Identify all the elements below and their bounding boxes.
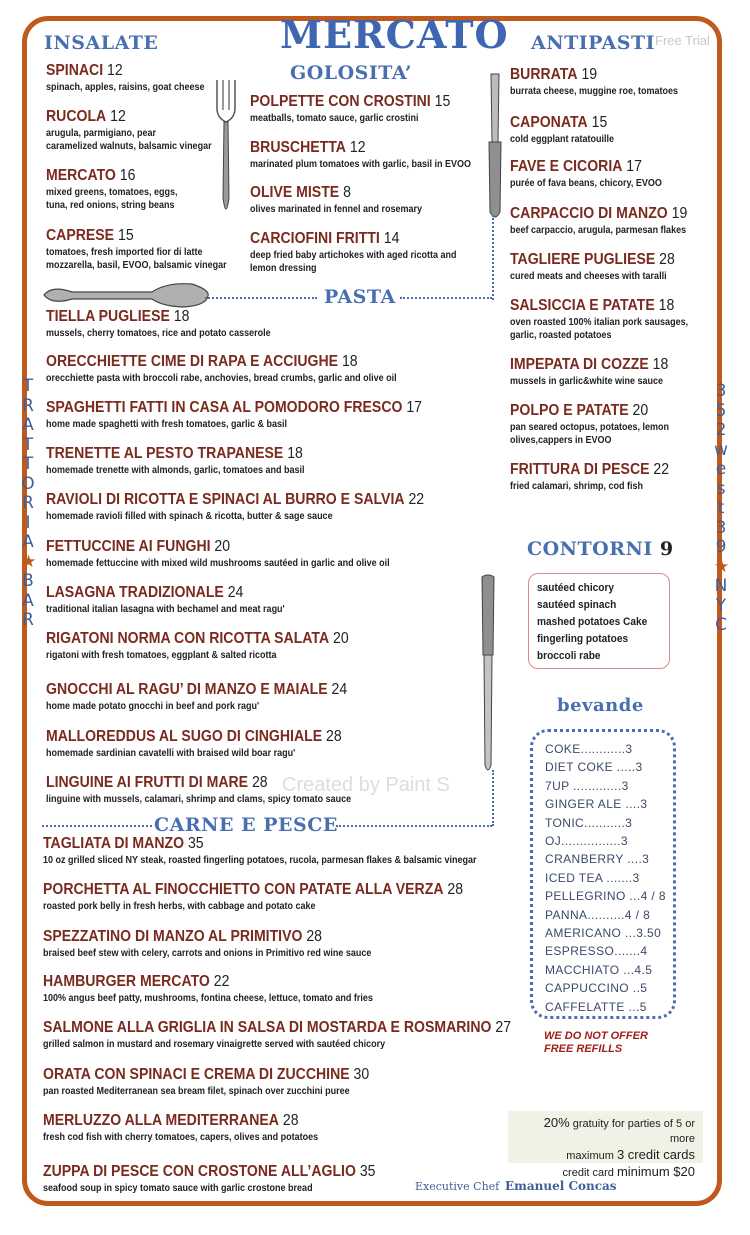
menu-item-price: 35 bbox=[184, 835, 204, 852]
side-letter: R bbox=[22, 610, 34, 630]
menu-item-price: 15 bbox=[430, 93, 451, 110]
chef-name: Emanuel Concas bbox=[505, 1179, 617, 1193]
contorni-item: fingerling potatoes bbox=[537, 633, 629, 645]
contorni-title-text: CONTORNI bbox=[527, 538, 653, 560]
gratuity-pct: 20% bbox=[543, 1115, 570, 1130]
menu-item-name bbox=[250, 184, 351, 202]
menu-item-price: 28 bbox=[302, 928, 323, 945]
gratuity-line-1 bbox=[516, 1115, 695, 1147]
menu-item-price: 15 bbox=[587, 114, 608, 131]
menu-item bbox=[43, 835, 525, 867]
menu-item-title: ORECCHIETTE CIME DI RAPA E ACCIUGHE bbox=[46, 353, 339, 370]
beverage-item: CAPPUCCINO ..5 bbox=[545, 981, 648, 996]
menu-item-description: homemade trenette with almonds, garlic, tomatoes and basil bbox=[46, 465, 305, 476]
menu-item-price: 18 bbox=[654, 297, 675, 314]
menu-item-description: home made potato gnocchi in beef and pork ragu' bbox=[46, 701, 260, 712]
menu-item bbox=[46, 728, 382, 760]
side-letter: C bbox=[715, 615, 727, 635]
menu-item bbox=[510, 251, 697, 283]
menu-item-title: ZUPPA DI PESCE CON CROSTONE ALL’AGLIO bbox=[43, 1163, 356, 1180]
contorni-item: broccoli rabe bbox=[537, 650, 601, 662]
menu-item bbox=[510, 297, 708, 342]
menu-item bbox=[510, 114, 626, 146]
menu-item bbox=[510, 402, 687, 447]
menu-item-description: mussels, cherry tomatoes, rice and potato casserole bbox=[46, 328, 271, 339]
menu-item bbox=[46, 108, 230, 153]
menu-item bbox=[46, 681, 388, 713]
knife-icon-2 bbox=[476, 575, 500, 775]
menu-item-description: orecchiette pasta with broccoli rabe, anchovies, bread crumbs, garlic and olive oil bbox=[46, 373, 397, 384]
menu-item bbox=[46, 445, 338, 477]
menu-item-title: POLPO E PATATE bbox=[510, 402, 629, 419]
menu-item-description: marinated plum tomatoes with garlic, basil in EVOO bbox=[250, 159, 472, 170]
menu-item-title: SPINACI bbox=[46, 62, 104, 79]
menu-item-name bbox=[46, 681, 347, 699]
beverage-item: 7UP .............3 bbox=[545, 778, 629, 793]
menu-item-price: 28 bbox=[322, 728, 342, 745]
menu-item bbox=[46, 308, 296, 340]
menu-item-description: burrata cheese, muggine roe, tomatoes bbox=[510, 86, 679, 97]
menu-item-price: 35 bbox=[355, 1163, 376, 1180]
beverage-item: PELLEGRINO ...4 / 8 bbox=[545, 889, 666, 904]
side-letter: R bbox=[22, 493, 34, 513]
menu-item-price: 12 bbox=[345, 139, 366, 156]
menu-item-description: homemade fettuccine with mixed wild mushrooms sautéed in garlic and olive oil bbox=[46, 558, 390, 569]
section-golosita-title: GOLOSITA’ bbox=[290, 62, 412, 84]
menu-item-description: homemade sardinian cavatelli with braised wild boar ragu' bbox=[46, 748, 296, 759]
menu-item-price: 15 bbox=[114, 227, 134, 244]
side-letter: T bbox=[22, 434, 34, 455]
menu-item-title: FAVE E CICORIA bbox=[510, 158, 623, 175]
menu-item-price: 24 bbox=[327, 681, 348, 698]
menu-item-title: CARCIOFINI FRITTI bbox=[250, 230, 380, 247]
carne-divider-right bbox=[336, 825, 492, 827]
carne-divider-left bbox=[42, 825, 152, 827]
menu-item-title: TAGLIATA DI MANZO bbox=[43, 835, 185, 852]
side-letter: A bbox=[22, 590, 34, 611]
section-pasta-title: PASTA bbox=[324, 286, 396, 308]
menu-item-title: CAPONATA bbox=[510, 114, 588, 131]
side-letter: w bbox=[714, 439, 728, 460]
beverage-item: ESPRESSO.......4 bbox=[545, 944, 648, 959]
menu-item-price: 28 bbox=[248, 774, 268, 791]
menu-item-name bbox=[43, 973, 229, 991]
gratuity-cc: credit card bbox=[562, 1167, 617, 1179]
menu-item-description: cured meats and cheeses with taralli bbox=[510, 271, 667, 282]
menu-item-title: RUCOLA bbox=[46, 108, 107, 125]
menu-item-description: mixed greens, tomatoes, eggs, tuna, red onions, string beans bbox=[46, 187, 178, 211]
menu-item-price: 16 bbox=[115, 167, 136, 184]
restaurant-title: MERCATO bbox=[280, 12, 509, 57]
menu-item-name bbox=[46, 353, 358, 371]
contorni-item: sautéed spinach bbox=[537, 599, 617, 611]
menu-item-price: 18 bbox=[169, 308, 190, 325]
menu-item-name bbox=[46, 774, 268, 792]
menu-item-title: RAVIOLI DI RICOTTA E SPINACI AL BURRO E SALVIA bbox=[46, 491, 405, 508]
column-divider bbox=[492, 215, 494, 300]
menu-item-name bbox=[46, 538, 230, 556]
menu-item-title: SALMONE ALLA GRIGLIA IN SALSA DI MOSTARDA E ROSMARINO bbox=[43, 1019, 492, 1036]
side-letter: N bbox=[714, 576, 728, 596]
beverage-item: CAFFELATTE ...5 bbox=[545, 999, 647, 1014]
menu-item-description: traditional italian lasagna with bechamel and meat ragu' bbox=[46, 604, 285, 615]
side-letter: t bbox=[717, 498, 725, 518]
menu-item-title: BURRATA bbox=[510, 66, 578, 83]
side-letter: Y bbox=[715, 595, 727, 616]
menu-item-description: 10 oz grilled sliced NY steak, roasted fingerling potatoes, rucola, parmesan flakes & balsamic vinegar bbox=[43, 855, 477, 866]
menu-item bbox=[43, 1112, 349, 1144]
menu-item-name bbox=[46, 445, 303, 463]
side-letter: s bbox=[716, 478, 726, 499]
menu-item-description: pan roasted Mediterranean sea bream filet, spinach over zucchini puree bbox=[43, 1086, 350, 1097]
menu-item-price: 14 bbox=[379, 230, 400, 247]
menu-item-price: 20 bbox=[329, 630, 349, 647]
beverage-item: DIET COKE .....3 bbox=[545, 760, 643, 775]
menu-item-title: LINGUINE AI FRUTTI DI MARE bbox=[46, 774, 249, 791]
section-carne-title: CARNE E PESCE bbox=[154, 814, 338, 836]
refill-line-1: WE DO NOT OFFER bbox=[544, 1030, 648, 1042]
menu-item-title: CAPRESE bbox=[46, 227, 115, 244]
menu-item bbox=[510, 158, 679, 190]
menu-item-name bbox=[43, 928, 322, 946]
menu-item-description: braised beef stew with celery, carrots and onions in Primitivo red wine sauce bbox=[43, 948, 372, 959]
section-antipasti-title: ANTIPASTI bbox=[531, 32, 656, 54]
gratuity-line-2 bbox=[516, 1147, 695, 1164]
menu-item bbox=[46, 774, 385, 806]
menu-item-description: tomatoes, fresh imported fior di latte mozzarella, basil, EVOO, balsamic vinegar bbox=[46, 247, 227, 271]
menu-item-title: LASAGNA TRADIZIONALE bbox=[46, 584, 224, 601]
menu-item-price: 22 bbox=[209, 973, 230, 990]
menu-item-name bbox=[510, 402, 648, 420]
menu-item-name bbox=[43, 1066, 369, 1084]
menu-item-price: 12 bbox=[106, 108, 126, 125]
menu-item-name bbox=[46, 227, 134, 245]
menu-item-price: 28 bbox=[655, 251, 675, 268]
menu-item-name bbox=[46, 491, 424, 509]
menu-item-description: spinach, apples, raisins, goat cheese bbox=[46, 82, 205, 93]
side-letter: ★ bbox=[21, 551, 37, 572]
menu-item bbox=[43, 973, 410, 1005]
menu-item bbox=[46, 353, 436, 385]
menu-item-name bbox=[43, 1163, 376, 1181]
contorni-item: sautéed chicory bbox=[537, 582, 615, 594]
menu-item bbox=[43, 1066, 414, 1098]
menu-item-price: 22 bbox=[404, 491, 425, 508]
menu-item-price: 27 bbox=[491, 1019, 512, 1036]
menu-item-title: RIGATONI NORMA CON RICOTTA SALATA bbox=[46, 630, 330, 647]
gratuity-text: gratuity for parties of 5 or more bbox=[569, 1118, 695, 1145]
menu-item-name bbox=[510, 158, 642, 176]
menu-item-description: grilled salmon in mustard and rosemary vinaigrette served with sautéed chicory bbox=[43, 1039, 386, 1050]
side-letter: O bbox=[21, 473, 35, 494]
menu-item-title: SPAGHETTI FATTI IN CASA AL POMODORO FRESCO bbox=[46, 399, 403, 416]
menu-item-title: MALLOREDDUS AL SUGO DI CINGHIALE bbox=[46, 728, 323, 745]
menu-item bbox=[510, 356, 690, 388]
menu-item-description: cold eggplant ratatouille bbox=[510, 134, 615, 145]
menu-item-price: 22 bbox=[649, 461, 670, 478]
side-letter: 2 bbox=[715, 420, 727, 440]
contorni-price: 9 bbox=[659, 538, 674, 560]
menu-item-title: PORCHETTA AL FINOCCHIETTO CON PATATE ALLA VERZA bbox=[43, 881, 444, 898]
side-text-trattoria-bar bbox=[21, 377, 35, 631]
menu-item bbox=[46, 538, 428, 570]
menu-item-title: TRENETTE AL PESTO TRAPANESE bbox=[46, 445, 284, 462]
menu-item-name bbox=[46, 108, 126, 126]
menu-item-price: 20 bbox=[628, 402, 649, 419]
menu-item-title: SPEZZATINO DI MANZO AL PRIMITIVO bbox=[43, 928, 303, 945]
gratuity-min: minimum $20 bbox=[616, 1164, 695, 1179]
side-letter: 5 bbox=[715, 400, 727, 421]
menu-item-description: beef carpaccio, arugula, parmesan flakes bbox=[510, 225, 687, 236]
contorni-item: mashed potatoes Cake bbox=[537, 616, 648, 628]
gratuity-notice bbox=[508, 1111, 703, 1179]
side-letter: B bbox=[22, 571, 34, 591]
menu-item-title: CARPACCIO DI MANZO bbox=[510, 205, 668, 222]
menu-item bbox=[46, 491, 476, 523]
refill-line-2: FREE REFILLS bbox=[544, 1043, 623, 1055]
menu-item-name bbox=[46, 584, 243, 602]
menu-item bbox=[46, 584, 311, 616]
menu-item bbox=[510, 66, 697, 98]
gratuity-cards: 3 credit cards bbox=[616, 1147, 695, 1162]
beverage-item: CRANBERRY ....3 bbox=[545, 852, 650, 867]
menu-item-name bbox=[250, 93, 450, 111]
menu-item-name bbox=[43, 835, 204, 853]
menu-item-description: rigatoni with fresh tomatoes, eggplant & salted ricotta bbox=[46, 650, 277, 661]
menu-item bbox=[43, 1019, 575, 1051]
menu-item-description: roasted pork belly in fresh herbs, with cabbage and potato cake bbox=[43, 901, 316, 912]
beverage-item: TONIC...........3 bbox=[545, 815, 633, 830]
menu-item-description: meatballs, tomato sauce, garlic crostini bbox=[250, 113, 419, 124]
menu-item-price: 24 bbox=[223, 584, 244, 601]
beverage-item: OJ................3 bbox=[545, 834, 628, 849]
menu-item-description: mussels in garlic&white wine sauce bbox=[510, 376, 664, 387]
side-letter: I bbox=[25, 512, 31, 533]
menu-item-name bbox=[46, 308, 189, 326]
menu-item-description: deep fried baby artichokes with aged ricotta and lemon dressing bbox=[250, 250, 457, 274]
section-contorni-title bbox=[527, 538, 674, 560]
menu-item-name bbox=[510, 297, 674, 315]
menu-item-price: 17 bbox=[402, 399, 423, 416]
section-bevande-title: bevande bbox=[557, 695, 644, 716]
menu-item-title: HAMBURGER MERCATO bbox=[43, 973, 210, 990]
side-letter: e bbox=[715, 459, 727, 479]
column-divider-2 bbox=[492, 770, 494, 826]
menu-item-title: FETTUCCINE AI FUNGHI bbox=[46, 538, 211, 555]
menu-item-price: 28 bbox=[443, 881, 464, 898]
menu-item bbox=[250, 93, 478, 125]
menu-item-price: 20 bbox=[210, 538, 231, 555]
contorni-list bbox=[528, 573, 670, 669]
menu-item-title: FRITTURA DI PESCE bbox=[510, 461, 650, 478]
menu-item-name bbox=[250, 230, 399, 248]
spoon-icon bbox=[42, 280, 210, 310]
menu-item-price: 18 bbox=[648, 356, 669, 373]
pasta-divider-left bbox=[205, 297, 317, 299]
menu-item-name bbox=[510, 251, 675, 269]
menu-item-price: 17 bbox=[622, 158, 642, 175]
menu-item bbox=[46, 399, 473, 431]
menu-item-price: 12 bbox=[103, 62, 123, 79]
menu-item bbox=[250, 184, 441, 216]
menu-item-title: IMPEPATA DI COZZE bbox=[510, 356, 649, 373]
menu-item-price: 28 bbox=[278, 1112, 299, 1129]
menu-item-description: 100% angus beef patty, mushrooms, fontina cheese, lettuce, tomato and fries bbox=[43, 993, 373, 1004]
menu-item-title: BRUSCHETTA bbox=[250, 139, 346, 156]
menu-item-title: OLIVE MISTE bbox=[250, 184, 340, 201]
side-letter: A bbox=[22, 532, 34, 552]
menu-item-name bbox=[510, 66, 597, 84]
beverage-item: PANNA..........4 / 8 bbox=[545, 907, 651, 922]
menu-item bbox=[46, 630, 390, 662]
menu-item-description: olives marinated in fennel and rosemary bbox=[250, 204, 423, 215]
menu-item-name bbox=[43, 1112, 299, 1130]
menu-item-title: POLPETTE CON CROSTINI bbox=[250, 93, 431, 110]
menu-item bbox=[510, 205, 712, 237]
menu-item bbox=[43, 928, 408, 960]
menu-item-name bbox=[46, 167, 135, 185]
menu-item-title: TIELLA PUGLIESE bbox=[46, 308, 170, 325]
menu-item-description: seafood soup in spicy tomato sauce with garlic crostone bread bbox=[43, 1183, 313, 1194]
side-text-address bbox=[714, 382, 728, 636]
beverage-item: ICED TEA .......3 bbox=[545, 870, 640, 885]
pasta-divider-right bbox=[400, 297, 492, 299]
gratuity-max: maximum bbox=[566, 1150, 617, 1162]
center-watermark: Created by Paint S bbox=[282, 774, 450, 796]
menu-item bbox=[46, 167, 192, 212]
menu-item-name bbox=[510, 205, 687, 223]
menu-item-description: fried calamari, shrimp, cod fish bbox=[510, 481, 644, 492]
trial-watermark: Free Trial bbox=[655, 33, 710, 48]
menu-item-description: linguine with mussels, calamari, shrimp and clams, spicy tomato sauce bbox=[46, 794, 352, 805]
menu-item-description: homemade ravioli filled with spinach & ricotta, butter & sage sauce bbox=[46, 511, 333, 522]
beverage-item: COKE............3 bbox=[545, 742, 633, 756]
menu-item-description: pan seared octopus, potatoes, lemon olives,cappers in EVOO bbox=[510, 422, 670, 446]
menu-item-price: 8 bbox=[339, 184, 351, 201]
section-insalate-title: INSALATE bbox=[44, 32, 159, 54]
side-letter: T bbox=[22, 376, 34, 396]
refill-notice bbox=[544, 1030, 648, 1056]
menu-item-title: MERLUZZO ALLA MEDITERRANEA bbox=[43, 1112, 279, 1129]
menu-item-name bbox=[250, 139, 366, 157]
menu-item-price: 19 bbox=[577, 66, 598, 83]
beverage-item: GINGER ALE ....3 bbox=[545, 797, 648, 812]
beverage-item: MACCHIATO ...4.5 bbox=[545, 962, 653, 977]
menu-item-name bbox=[46, 728, 342, 746]
beverage-list bbox=[530, 729, 676, 1019]
side-letter: 3 bbox=[715, 381, 727, 401]
menu-item-price: 30 bbox=[349, 1066, 370, 1083]
menu-item-name bbox=[46, 630, 349, 648]
menu-item-description: home made spaghetti with fresh tomatoes, garlic & basil bbox=[46, 419, 288, 430]
menu-item-name bbox=[43, 1019, 511, 1037]
menu-item bbox=[510, 461, 691, 493]
menu-item-description: arugula, parmigiano, pear caramelized walnuts, balsamic vinegar bbox=[46, 128, 212, 152]
menu-item-title: GNOCCHI AL RAGU’ DI MANZO E MAIALE bbox=[46, 681, 328, 698]
menu-item-name bbox=[510, 114, 607, 132]
beverage-item: AMERICANO ...3.50 bbox=[545, 926, 662, 941]
menu-item-description: fresh cod fish with cherry tomatoes, capers, olives and potatoes bbox=[43, 1132, 319, 1143]
side-letter: R bbox=[22, 395, 34, 416]
menu-item bbox=[46, 62, 222, 94]
menu-item-name bbox=[46, 399, 422, 417]
menu-item bbox=[43, 1163, 421, 1195]
menu-item bbox=[250, 139, 496, 171]
menu-item-name bbox=[46, 62, 123, 80]
side-letter: ★ bbox=[714, 556, 730, 577]
menu-item-title: ORATA CON SPINACI E CREMA DI ZUCCHINE bbox=[43, 1066, 350, 1083]
menu-item-price: 18 bbox=[338, 353, 358, 370]
menu-item-title: SALSICCIA E PATATE bbox=[510, 297, 655, 314]
menu-item-name bbox=[510, 461, 669, 479]
menu-item-name bbox=[510, 356, 668, 374]
side-letter: A bbox=[22, 415, 34, 435]
side-letter: 3 bbox=[715, 517, 727, 538]
menu-item-description: purée of fava beans, chicory, EVOO bbox=[510, 178, 662, 189]
menu-item-name bbox=[43, 881, 463, 899]
menu-item-title: TAGLIERE PUGLIESE bbox=[510, 251, 656, 268]
menu-item-description: oven roasted 100% italian pork sausages, garlic, roasted potatoes bbox=[510, 317, 689, 341]
menu-item-title: MERCATO bbox=[46, 167, 116, 184]
menu-item-price: 19 bbox=[667, 205, 688, 222]
menu-item bbox=[250, 230, 480, 275]
chef-label: Executive Chef bbox=[415, 1180, 500, 1193]
menu-item bbox=[43, 881, 520, 913]
side-letter: T bbox=[22, 454, 34, 474]
side-letter: 9 bbox=[715, 537, 727, 557]
menu-item bbox=[46, 227, 247, 272]
menu-item-price: 18 bbox=[283, 445, 303, 462]
